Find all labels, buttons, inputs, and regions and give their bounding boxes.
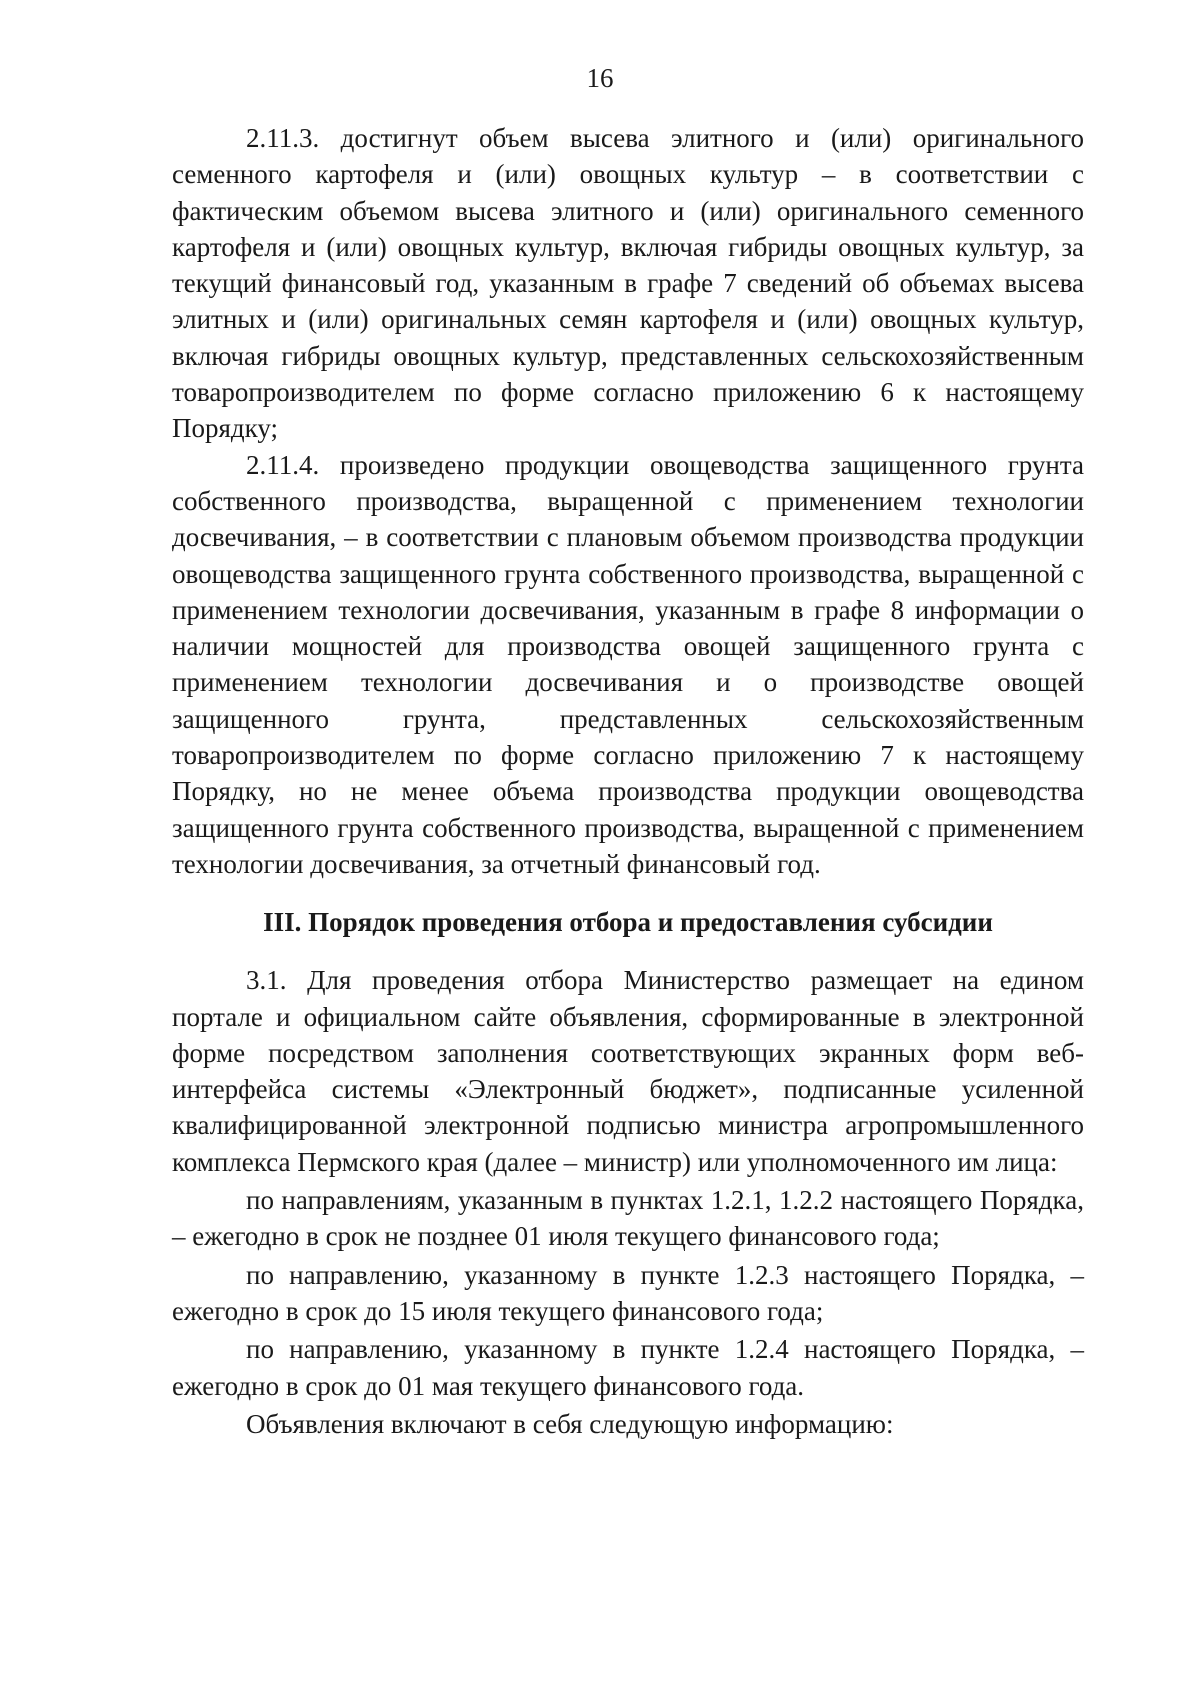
document-body bbox=[172, 120, 1084, 1442]
paragraph-announcement-info: Объявления включают в себя следующую информацию: bbox=[246, 1408, 894, 1439]
paragraph-2-11-4: 2.11.4. произведено продукции овощеводства защищенного грунта собственного производства, выращенной с применением технологии досвечивания, – в соответствии с плановым объемом производства продукции овощеводства защищенного грунта собственного производства, выращенной с применением технологии досвечивания, указанным в графе 8 информации о наличии мощностей для производства овощей защищенного грунта с применением технологии досвечивания и о производстве овощей защищенного грунта, представленных сельскохозяйственным товаропроизводителем по форме согласно приложению 7 к настоящему Порядку, но не менее объема производства продукции овощеводства защищенного грунта собственного производства, выращенной с применением технологии досвечивания, за отчетный финансовый год. bbox=[172, 449, 1084, 879]
paragraph-2-11-3: 2.11.3. достигнут объем высева элитного и (или) оригинального семенного картофеля и (или) овощных культур – в соответствии с фактическим объемом высева элитного и (или) оригинального семенного картофеля и (или) овощных культур, включая гибриды овощных культур, за текущий финансовый год, указанным в графе 7 сведений об объемах высева элитных и (или) оригинальных семян картофеля и (или) овощных культур, включая гибриды овощных культур, представленных сельскохозяйственным товаропроизводителем по форме согласно приложению 6 к настоящему Порядку; bbox=[172, 123, 1084, 444]
paragraph-3-1: 3.1. Для проведения отбора Министерство размещает на едином портале и официальном сайте объявления, сформированные в электронной форме посредством заполнения соответствующих экранных форм веб-интерфейса системы «Электронный бюджет», подписанные усиленной квалифицированной электронной подписью министра агропромышленного комплекса Пермского края (далее – министр) или уполномоченного им лица: bbox=[172, 965, 1084, 1177]
paragraph-deadline-1-2-4: по направлению, указанному в пункте 1.2.4 настоящего Порядка, – ежегодно в срок до 01 мая текущего финансового года. bbox=[172, 1334, 1084, 1401]
section-heading: III. Порядок проведения отбора и предоставления субсидии bbox=[263, 907, 993, 938]
paragraph-deadline-1-2-1: по направлениям, указанным в пунктах 1.2.1, 1.2.2 настоящего Порядка, – ежегодно в срок не позднее 01 июля текущего финансового года; bbox=[172, 1185, 1084, 1252]
page-number: 16 bbox=[586, 63, 614, 93]
paragraph-deadline-1-2-3: по направлению, указанному в пункте 1.2.3 настоящего Порядка, – ежегодно в срок до 15 июля текущего финансового года; bbox=[172, 1259, 1084, 1326]
